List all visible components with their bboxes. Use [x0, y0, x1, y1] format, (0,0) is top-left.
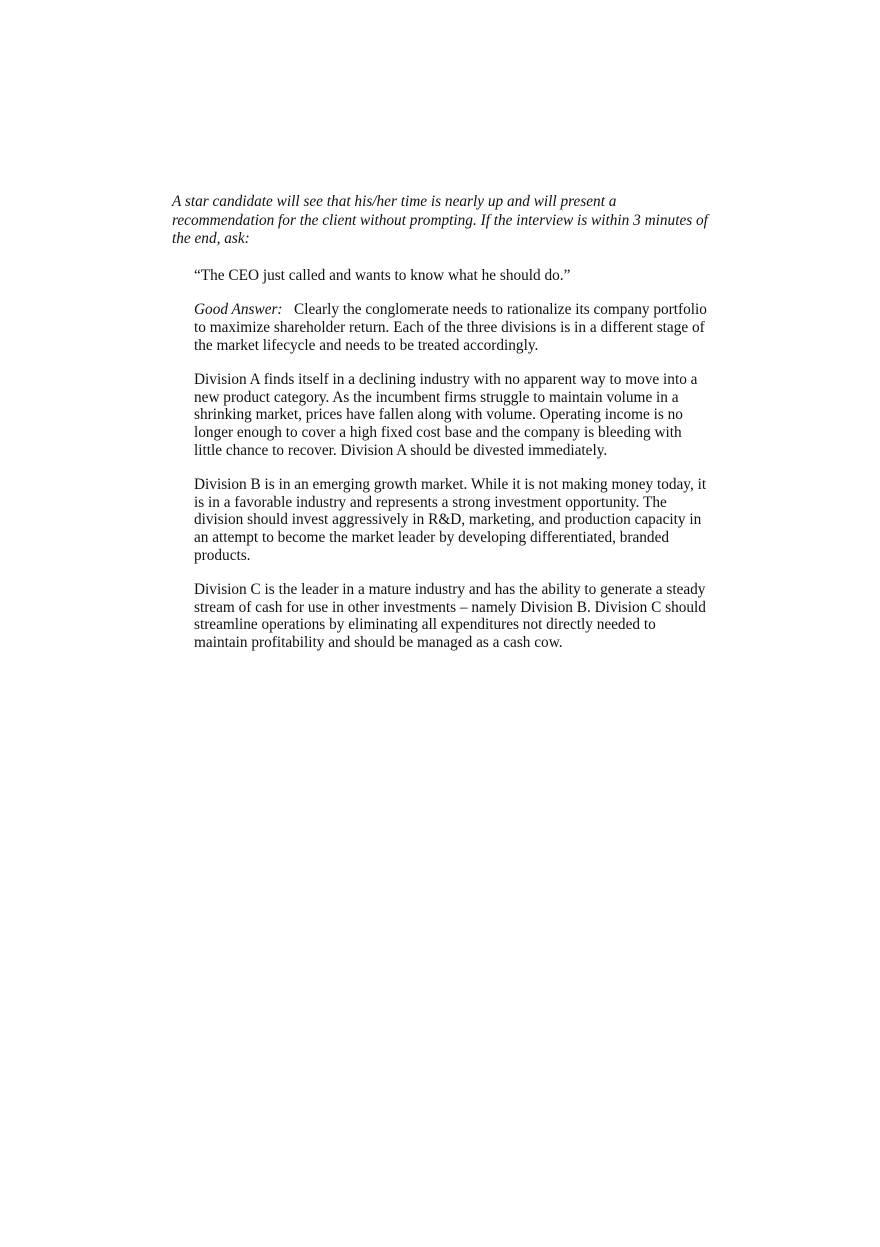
- answer-block: [194, 267, 712, 652]
- division-c-paragraph: Division C is the leader in a mature industry and has the ability to generate a steady stream of cash for use in other investments – namely Division B. Division C should streamline operations by eliminating all expenditures not directly needed to maintain profitability and should be managed as a cash cow.: [194, 581, 706, 651]
- document-body: [172, 193, 712, 668]
- division-b-paragraph: Division B is in an emerging growth market. While it is not making money today, it is in a favorable industry and represents a strong investment opportunity. The division should invest aggressively in R&D, marketing, and production capacity in an attempt to become the market leader by developing differentiated, branded products.: [194, 476, 707, 564]
- division-a-paragraph: Division A finds itself in a declining industry with no apparent way to move into a new product category. As the incumbent firms struggle to maintain volume in a shrinking market, prices have fallen along with volume. Operating income is no longer enough to cover a high fixed cost base and the company is bleeding with little chance to recover. Division A should be divested immediately.: [194, 371, 698, 459]
- interviewer-instruction: A star candidate will see that his/her time is nearly up and will present a recommendation for the client without prompting. If the interview is within 3 minutes of the end, ask:: [172, 193, 708, 248]
- good-answer-paragraph: [194, 301, 712, 354]
- good-answer-label: Good Answer:: [194, 301, 283, 319]
- ceo-prompt-quote: “The CEO just called and wants to know what he should do.”: [194, 266, 571, 284]
- good-answer-text: Clearly the conglomerate needs to rationalize its company portfolio to maximize shareholder return. Each of the three divisions is in a different stage of the market lifecycle and needs to be treated accordingly.: [194, 301, 707, 354]
